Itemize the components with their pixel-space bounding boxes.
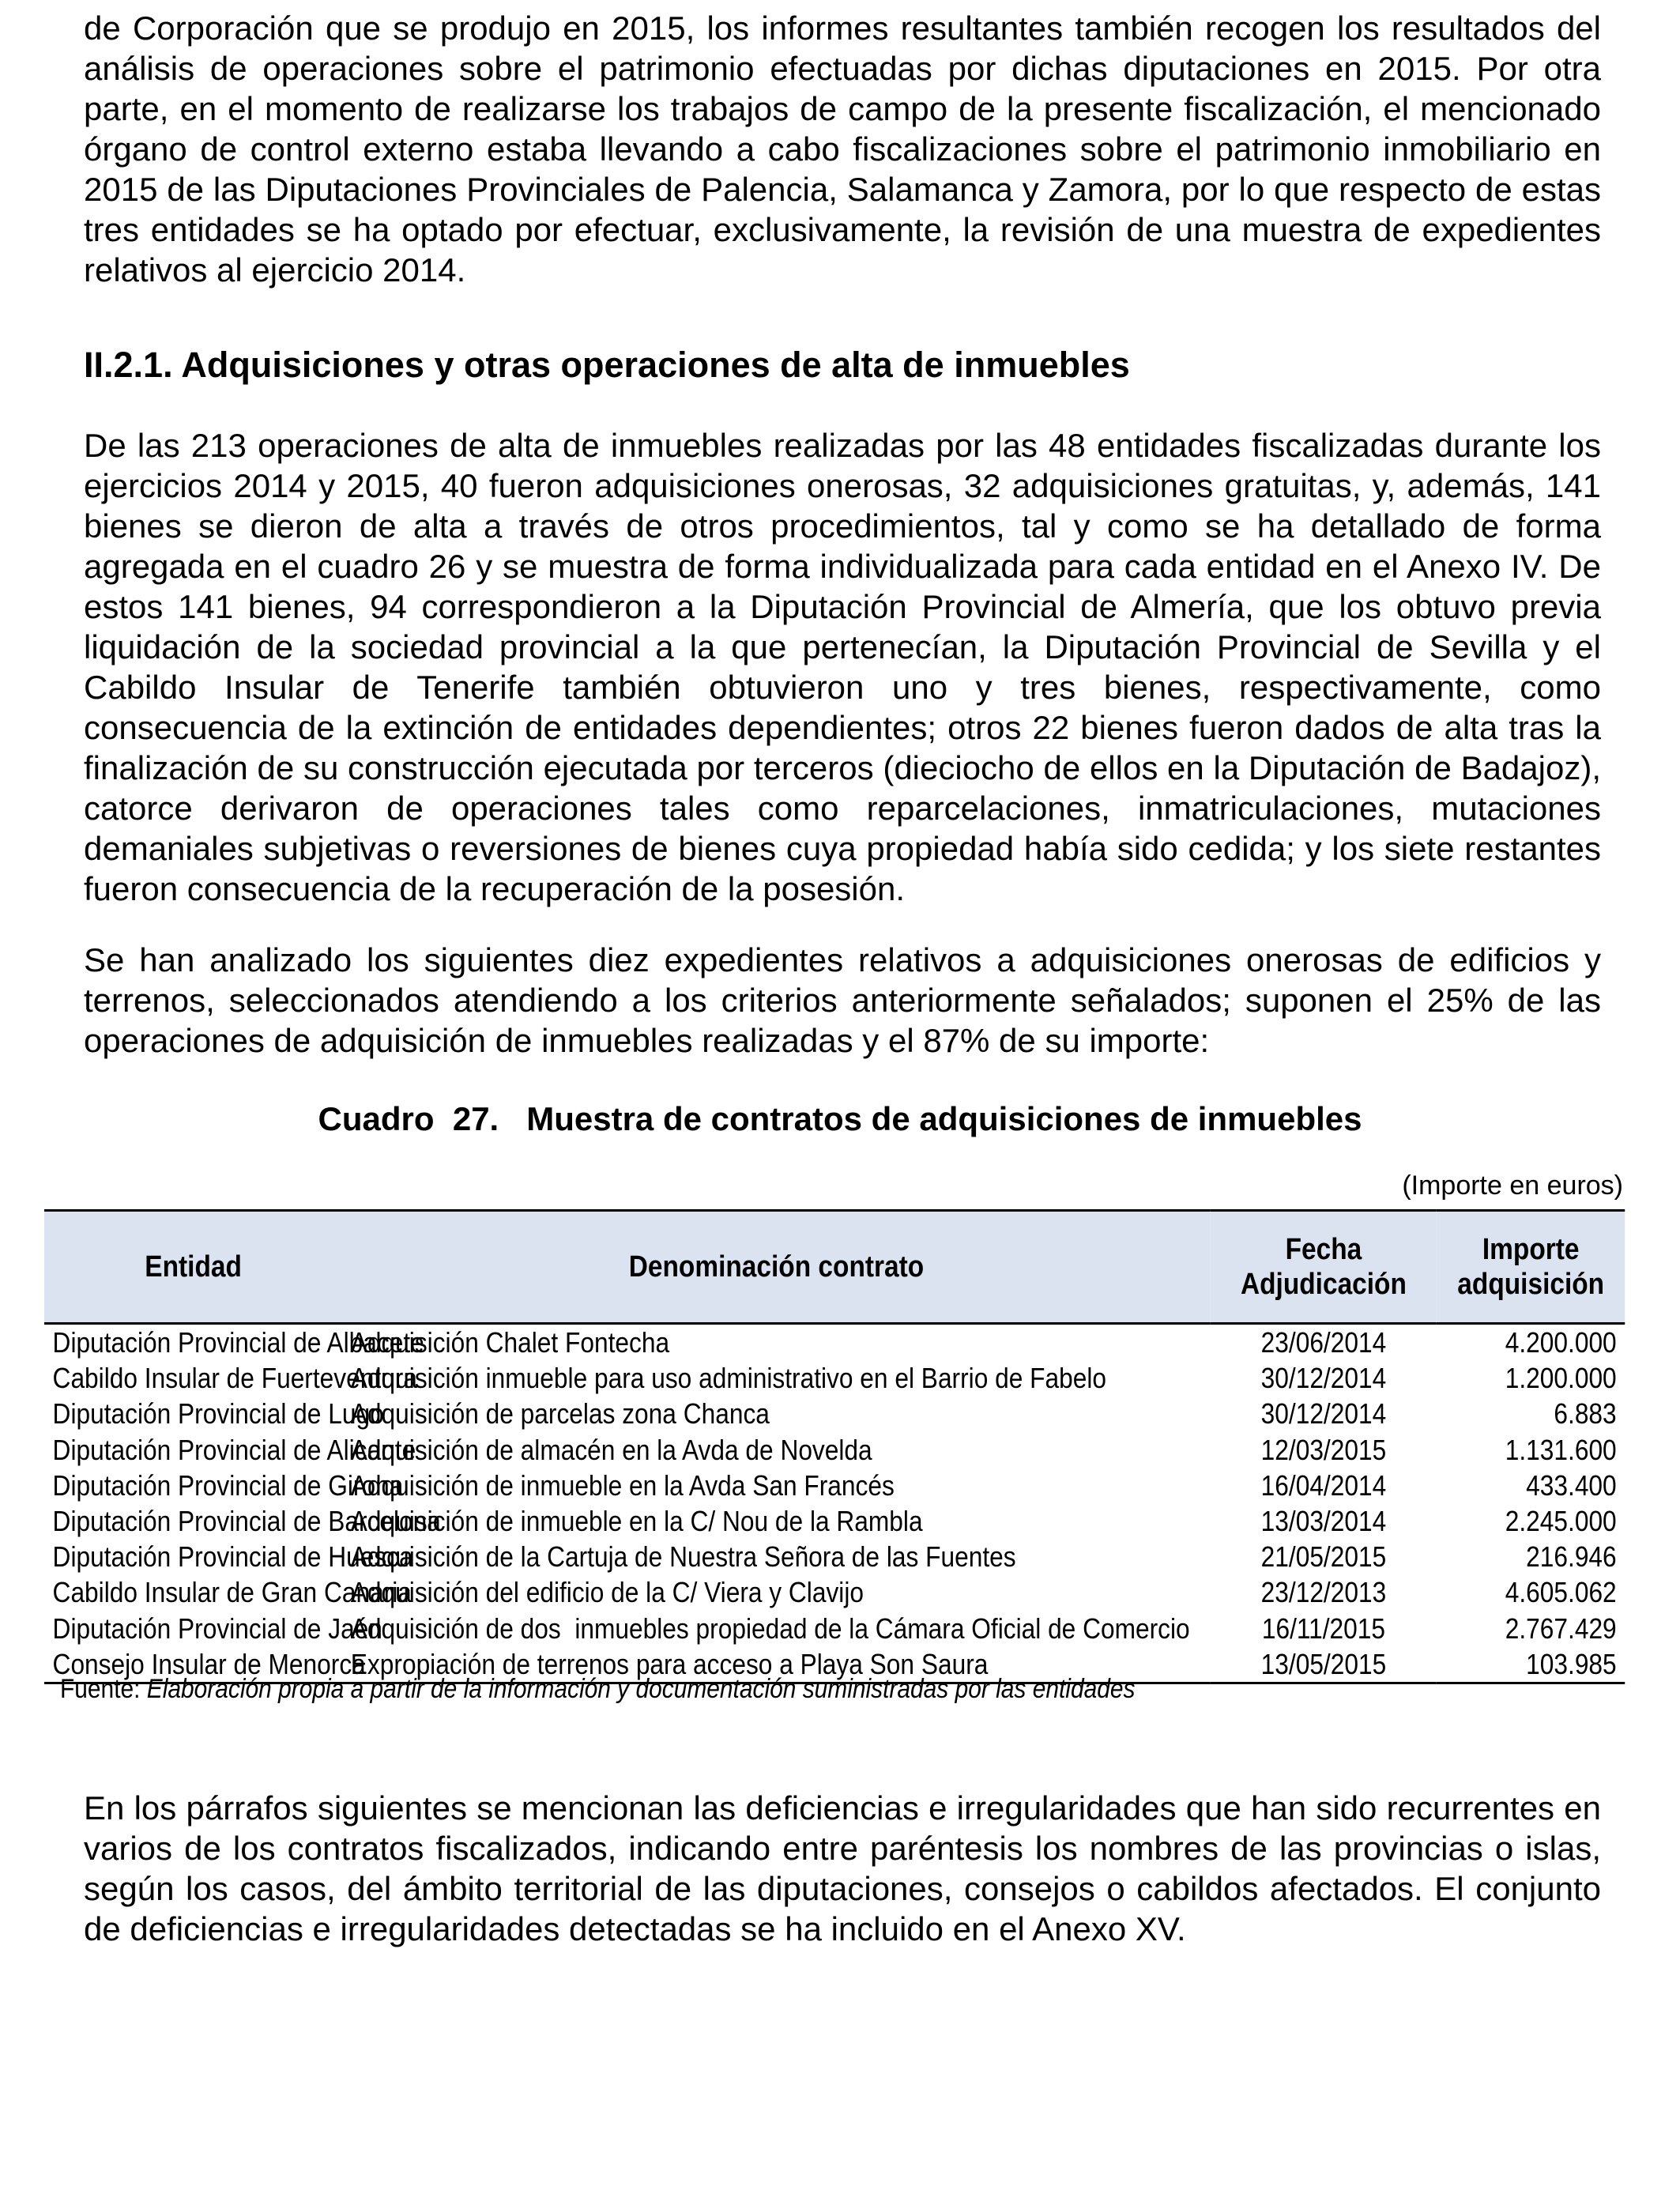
table-row	[44, 1503, 1625, 1539]
header-fecha-line1: Fecha	[1285, 1233, 1362, 1266]
cell-importe: 103.985	[1437, 1646, 1625, 1683]
cell-entidad: Cabildo Insular de Fuerteventura	[52, 1362, 417, 1395]
cell-fecha: 30/12/2014	[1260, 1397, 1387, 1431]
table-row	[44, 1539, 1625, 1574]
cell-denominacion: Adquisición de la Cartuja de Nuestra Señora de las Fuentes	[350, 1540, 1016, 1574]
cell-importe: 4.200.000	[1505, 1326, 1617, 1359]
cell-importe: 216.946	[1526, 1540, 1617, 1574]
table-row	[44, 1574, 1625, 1610]
table-row	[44, 1611, 1625, 1646]
cell-entidad: Diputación Provincial de Jaén	[52, 1612, 382, 1645]
cell-denominacion: Adquisición del edificio de la C/ Viera y Clavijo	[350, 1576, 864, 1609]
paragraph-deficiencias: En los párrafos siguientes se mencionan las deficiencias e irregularidades que han sido recurrentes en varios de los contratos fiscalizados, indicando entre paréntesis los nombres de las provincias o islas, según los casos, del ámbito territorial de las diputaciones, consejos o cabildos afectados. El conjunto de deficiencias e irregularidades detectadas se ha incluido en el Anexo XV.	[84, 1789, 1601, 1947]
cell-importe: 1.200.000	[1505, 1362, 1617, 1395]
header-importe	[1437, 1211, 1625, 1324]
table-row	[44, 1432, 1625, 1468]
header-importe-line1: Importe	[1482, 1233, 1580, 1266]
header-fecha	[1211, 1211, 1437, 1324]
cell-fecha: 30/12/2014	[1260, 1362, 1387, 1395]
cell-importe: 1.131.600	[1505, 1433, 1617, 1466]
header-denominacion: Denominación contrato	[342, 1211, 1210, 1324]
cell-fecha: 16/11/2015	[1261, 1612, 1386, 1645]
cell-importe: 433.400	[1526, 1468, 1617, 1502]
table-row	[44, 1360, 1625, 1396]
paragraph-muestra: Se han analizado los siguientes diez expedientes relativos a adquisiciones onerosas de edificios y terrenos, seleccionados atendiendo a los criterios anteriormente señalados; suponen el 25% de las operaciones de adquisición de inmuebles realizadas y el 87% de su importe:	[84, 941, 1601, 1059]
table-source-note	[60, 1672, 1135, 1706]
cell-entidad: Diputación Provincial de Albacete	[52, 1326, 424, 1359]
cell-entidad: Diputación Provincial de Huesca	[52, 1540, 413, 1574]
cell-fecha: 13/05/2015	[1211, 1646, 1437, 1683]
cell-denominacion: Adquisición inmueble para uso administrativo en el Barrio de Fabelo	[350, 1362, 1107, 1395]
cell-entidad: Diputación Provincial de Girona	[52, 1468, 404, 1502]
table-row	[44, 1324, 1625, 1361]
cell-denominacion: Adquisición de inmueble en la C/ Nou de la Rambla	[350, 1505, 923, 1538]
cell-entidad: Cabildo Insular de Gran Canaria	[52, 1576, 412, 1609]
cell-importe: 6.883	[1554, 1397, 1617, 1431]
cell-entidad: Diputación Provincial de Lugo	[52, 1397, 384, 1431]
paragraph-alta: De las 213 operaciones de alta de inmuebles realizadas por las 48 entidades fiscalizadas durante los ejercicios 2014 y 2015, 40 fueron adquisiciones onerosas, 32 adquisiciones gratuitas, y, además, 141 bienes se dieron de alta a través de otros procedimientos, tal y como se ha detallado de forma agregada en el cuadro 26 y se muestra de forma individualizada para cada entidad en el Anexo IV. De estos 141 bienes, 94 correspondieron a la Diputación Provincial de Almería, que los obtuvo previa liquidación de la sociedad provincial a la que pertenecían, la Diputación Provincial de Sevilla y el Cabildo Insular de Tenerife también obtuvieron uno y tres bienes, respectivamente, como consecuencia de la extinción de entidades dependientes; otros 22 bienes fueron dados de alta tras la finalización de su construcción ejecutada por terceros (dieciocho de ellos en la Diputación de Badajoz), catorce derivaron de operaciones tales como reparcelaciones, inmatriculaciones, mutaciones demaniales subjetivas o reversiones de bienes cuya propiedad había sido cedida; y los siete restantes fueron consecuencia de la recuperación de la posesión.	[84, 427, 1601, 907]
table-header-row	[44, 1211, 1625, 1324]
paragraph-intro: de Corporación que se produjo en 2015, los informes resultantes también recogen los resultados del análisis de operaciones sobre el patrimonio efectuadas por dichas diputaciones en 2015. Por otra parte, en el momento de realizarse los trabajos de campo de la presente fiscalización, el mencionado órgano de control externo estaba llevando a cabo fiscalizaciones sobre el patrimonio inmobiliario en 2015 de las Diputaciones Provinciales de Palencia, Salamanca y Zamora, por lo que respecto de estas tres entidades se ha optado por efectuar, exclusivamente, la revisión de una muestra de expedientes relativos al ejercicio 2014.	[84, 9, 1601, 288]
cell-denominacion: Adquisición Chalet Fontecha	[350, 1326, 670, 1359]
cell-fecha: 23/06/2014	[1260, 1326, 1387, 1359]
cell-denominacion: Adquisición de parcelas zona Chanca	[350, 1397, 770, 1431]
cell-denominacion: Expropiación de terrenos para acceso a Playa Son Saura	[342, 1646, 1210, 1683]
table-row	[44, 1396, 1625, 1431]
source-label: Fuente:	[60, 1674, 147, 1704]
cell-denominacion: Adquisición de almacén en la Avda de Novelda	[350, 1433, 872, 1466]
cell-importe: 2.245.000	[1505, 1505, 1617, 1538]
source-text: Elaboración propia a partir de la información y documentación suministradas por las entidades	[146, 1674, 1136, 1704]
table-row	[44, 1468, 1625, 1503]
cell-fecha: 16/04/2014	[1260, 1468, 1387, 1502]
cell-fecha: 13/03/2014	[1260, 1505, 1387, 1538]
cell-denominacion: Adquisición de dos inmuebles propiedad de la Cámara Oficial de Comercio	[350, 1612, 1190, 1645]
cell-importe: 2.767.429	[1505, 1612, 1617, 1645]
header-fecha-line2: Adjudicación	[1240, 1268, 1407, 1301]
cell-importe: 4.605.062	[1505, 1576, 1617, 1609]
header-importe-line2: adquisición	[1457, 1268, 1605, 1301]
cell-entidad: Diputación Provincial de Alicante	[52, 1433, 416, 1466]
table-unit-note: (Importe en euros)	[1402, 1171, 1623, 1201]
cell-entidad: Consejo Insular de Menorca	[44, 1646, 342, 1683]
cell-fecha: 21/05/2015	[1260, 1540, 1387, 1574]
cell-fecha: 12/03/2015	[1260, 1433, 1387, 1466]
header-entidad: Entidad	[44, 1211, 342, 1324]
cell-fecha: 23/12/2013	[1260, 1576, 1387, 1609]
cell-denominacion: Adquisición de inmueble en la Avda San Francés	[350, 1468, 895, 1502]
cell-entidad: Diputación Provincial de Barcelona	[52, 1505, 441, 1538]
table-caption: Cuadro 27. Muestra de contratos de adquisiciones de inmuebles	[318, 1100, 1362, 1137]
section-heading: II.2.1. Adquisiciones y otras operaciones de alta de inmuebles	[84, 345, 1130, 385]
contracts-table	[44, 1209, 1625, 1684]
